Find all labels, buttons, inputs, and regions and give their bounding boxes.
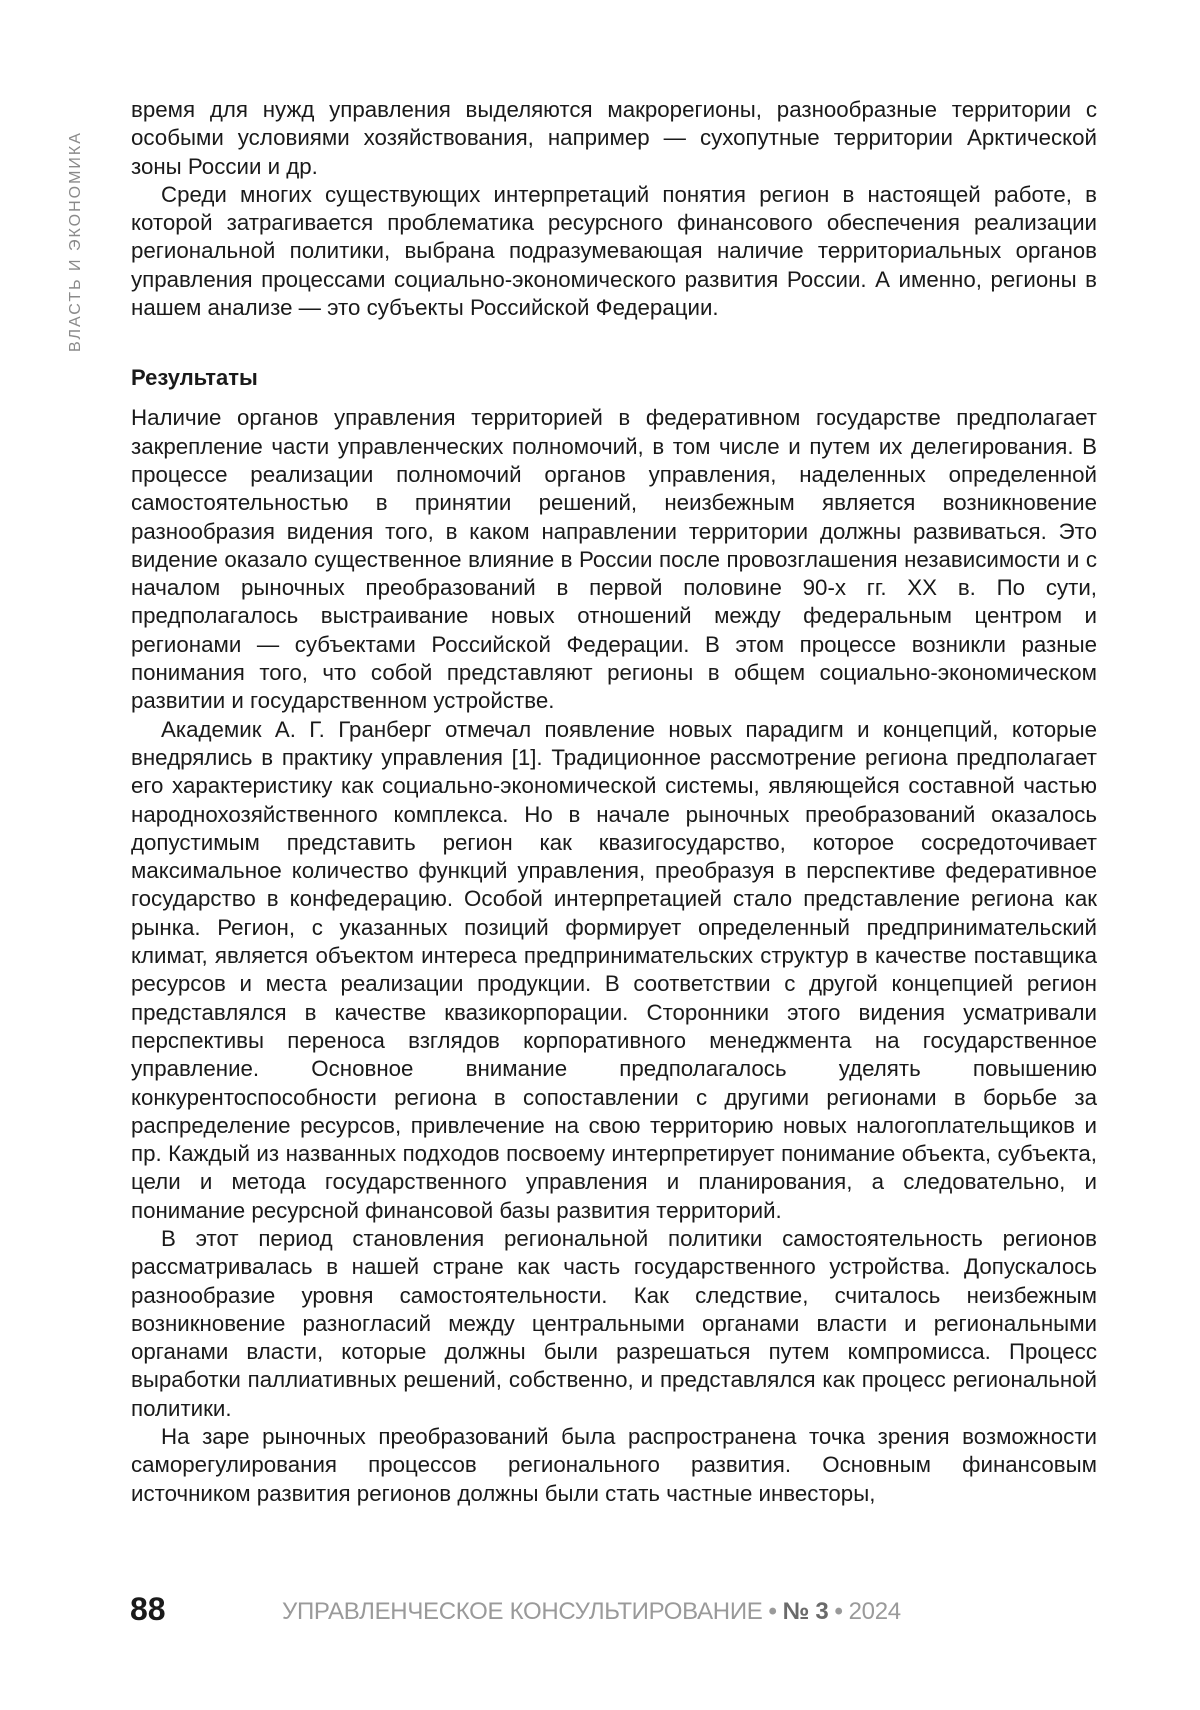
page-footer (130, 1591, 1100, 1631)
separator-dot: • (834, 1598, 842, 1625)
issue-number: № 3 (783, 1598, 829, 1625)
section-heading: Результаты (131, 364, 1097, 392)
paragraph: На заре рыночных преобразований была распространена точка зрения возможности саморегулирования процессов регионального развития. Основным финансовым источником развития регионов должны были стать частные инвесторы, (131, 1423, 1097, 1508)
paragraph: Наличие органов управления территорией в федеративном государстве предполагает закрепление части управленческих полномочий, в том числе и путем их делегирования. В процессе реализации полномочий органов управления, наделенных определенной самостоятельностью в принятии решений, неизбежным является возникновение разнообразия видения того, в каком направлении территории должны развиваться. Это видение оказало существенное влияние в России после провозглашения независимости и с началом рыночных преобразований в первой половине 90-х гг. XX в. По сути, предполагалось выстраивание новых отношений между федеральным центром и регионами — субъектами Российской Федерации. В этом процессе возникли разные понимания того, что собой представляют регионы в общем социально-экономическом развитии и государственном устройстве. (131, 404, 1097, 715)
section-side-label: ВЛАСТЬ И ЭКОНОМИКА (67, 131, 85, 352)
separator-dot: • (769, 1598, 777, 1625)
paragraph: Среди многих существующих интерпретаций понятия регион в настоящей работе, в которой затрагивается проблематика ресурсного финансового обеспечения реализации региональной политики, выбрана подразумевающая наличие территориальных органов управления процессами социально-экономического развития России. А именно, регионы в нашем анализе — это субъекты Российской Федерации. (131, 181, 1097, 322)
page-number: 88 (130, 1591, 166, 1628)
article-body (131, 96, 1097, 1508)
journal-title: УПРАВЛЕНЧЕСКОЕ КОНСУЛЬТИРОВАНИЕ (282, 1598, 763, 1625)
journal-info (282, 1598, 901, 1626)
paragraph: время для нужд управления выделяются макрорегионы, разнообразные территории с особыми условиями хозяйствования, например — сухопутные территории Арктической зоны России и др. (131, 96, 1097, 181)
paragraph: В этот период становления региональной политики самостоятельность регионов рассматривалась в нашей стране как часть государственного устройства. Допускалось разнообразие уровня самостоятельности. Как следствие, считалось неизбежным возникновение разногласий между центральными органами власти и региональными органами власти, которые должны были разрешаться путем компромисса. Процесс выработки паллиативных решений, собственно, и представлялся как процесс региональной политики. (131, 1225, 1097, 1423)
paragraph: Академик А. Г. Гранберг отмечал появление новых парадигм и концепций, которые внедрялись в практику управления [1]. Традиционное рассмотрение региона предполагает его характеристику как социально-экономической системы, являющейся составной частью народнохозяйственного комплекса. Но в начале рыночных преобразований оказалось допустимым представить регион как квазигосударство, которое сосредоточивает максимальное количество функций управления, преобразуя в перспективе федеративное государство в конфедерацию. Особой интерпретацией стало представление региона как рынка. Регион, с указанных позиций формирует определенный предпринимательский климат, является объектом интереса предпринимательских структур в качестве поставщика ресурсов и места реализации продукции. В соответствии с другой концепцией регион представлялся в качестве квазикорпорации. Сторонники этого видения усматривали перспективы переноса взглядов корпоративного менеджмента на государственное управление. Основное внимание предполагалось уделять повышению конкурентоспособности региона в сопоставлении с другими регионами в борьбе за распределение ресурсов, привлечение на свою территорию новых налогоплательщиков и пр. Каждый из названных подходов посвоему интерпретирует понимание объекта, субъекта, цели и метода государственного управления и планирования, а следовательно, и понимание ресурсной финансовой базы развития территорий. (131, 716, 1097, 1225)
year: 2024 (849, 1598, 901, 1625)
